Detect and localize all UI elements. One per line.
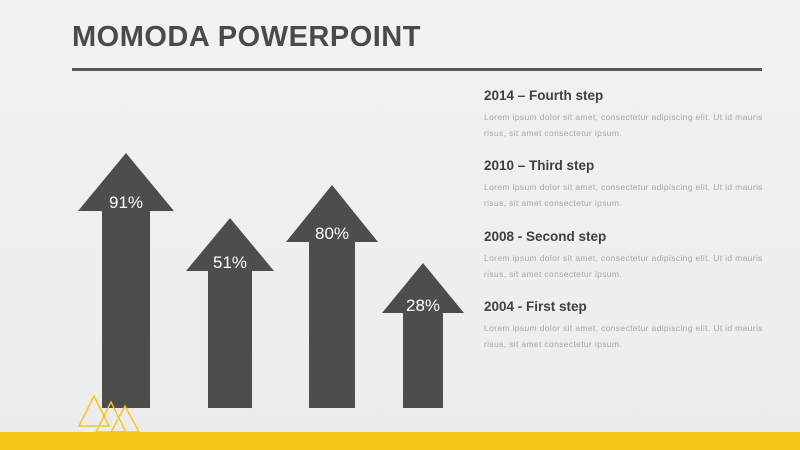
- arrow-shape-1: [78, 153, 174, 408]
- arrow-shape-2: [186, 218, 274, 408]
- step-heading-2: 2010 – Third step: [484, 158, 595, 174]
- page-title: MOMODA POWERPOINT: [72, 21, 421, 53]
- step-item-3: [484, 229, 774, 282]
- arrow-label-4: 28%: [405, 296, 441, 315]
- step-heading-4: 2004 - First step: [484, 299, 587, 315]
- step-item-4: [484, 299, 774, 352]
- arrow-shape-4: [382, 263, 464, 408]
- step-body-4: Lorem ipsum dolor sit amet, consectetur adipiscing elit. Ut id mauris risus, sit amet consectetur ipsum.: [484, 323, 763, 350]
- arrow-shape-3: [286, 185, 378, 408]
- triangle-mountains-icon: [78, 392, 152, 434]
- step-heading-3: 2008 - Second step: [484, 228, 607, 244]
- step-item-1: [484, 88, 774, 141]
- step-list: [484, 88, 774, 370]
- triangle-mountains-logo: [78, 392, 152, 434]
- arrow-bar-1: [78, 153, 174, 408]
- arrow-label-3: 80%: [314, 224, 350, 243]
- arrow-label-1: 91%: [108, 193, 144, 212]
- step-heading-1: 2014 – Fourth step: [484, 88, 604, 103]
- arrow-bar-3: [286, 185, 378, 408]
- arrow-bar-2: [186, 218, 274, 408]
- arrow-label-2: 51%: [212, 253, 248, 272]
- step-item-2: [484, 158, 774, 211]
- arrow-bar-4: [382, 263, 464, 408]
- footer-accent-bar: [0, 432, 800, 450]
- step-body-2: Lorem ipsum dolor sit amet, consectetur adipiscing elit. Ut id mauris risus, sit amet consectetur ipsum.: [484, 182, 763, 209]
- step-body-3: Lorem ipsum dolor sit amet, consectetur adipiscing elit. Ut id mauris risus, sit amet consectetur ipsum.: [484, 252, 763, 279]
- step-body-1: Lorem ipsum dolor sit amet, consectetur adipiscing elit. Ut id mauris risus, sit amet consectetur ipsum.: [484, 112, 763, 138]
